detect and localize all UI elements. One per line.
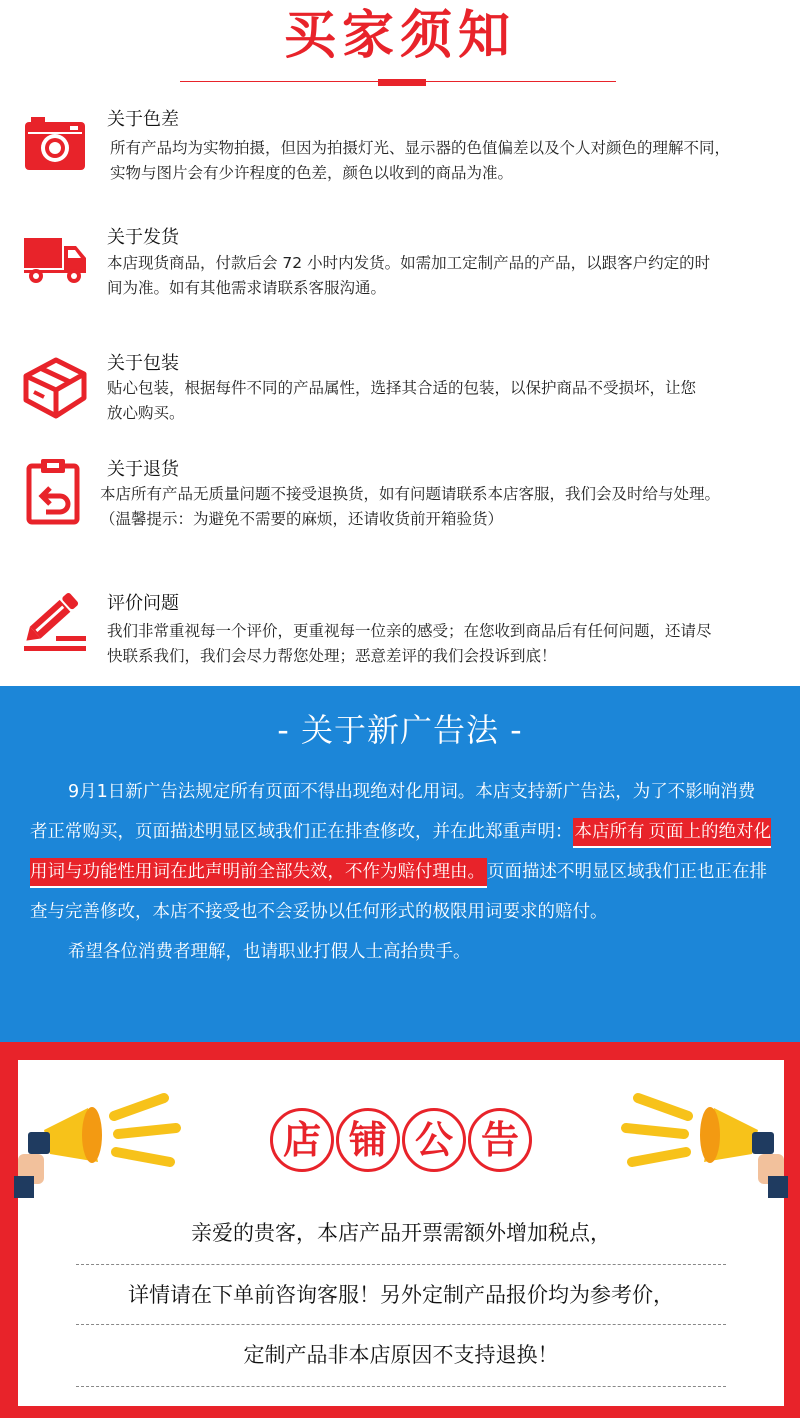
ad-law-title: - 关于新广告法 - <box>277 711 523 749</box>
ad-law-section <box>0 686 800 1042</box>
notice-returns <box>0 456 800 546</box>
announcement-line: 定制产品非本店原因不支持退换！ <box>243 1343 559 1367</box>
notice-reviews <box>0 592 800 682</box>
notice-text: 我们非常重视每一个评价，更重视每一位亲的感受；在您收到商品后有任何问题，还请尽 快联系我们，我们会尽力帮您处理；恶意差评的我们会投诉到底！ <box>107 622 712 665</box>
announcement-title-char: 告 <box>468 1108 532 1172</box>
notice-title: 关于包装 <box>107 353 179 374</box>
notice-title: 关于退货 <box>107 459 179 480</box>
notice-color-difference <box>0 106 800 196</box>
notice-text: 贴心包装，根据每件不同的产品属性，选择其合适的包装，以保护商品不受损坏，让您 放心购买。 <box>107 379 697 422</box>
notice-text: 所有产品均为实物拍摄，但因为拍摄灯光、显示器的色值偏差以及个人对颜色的理解不同， 实物与图片会有少许程度的色差，颜色以收到的商品为准。 <box>110 139 731 182</box>
camera-icon <box>22 112 88 178</box>
announcement-divider <box>76 1386 726 1387</box>
ad-law-paragraph: 希望各位消费者理解，也请职业打假人士高抬贵手。 <box>68 942 471 962</box>
ad-law-highlight: 页面上的绝对化用词与功能性用词在此声明前全部失效，不作为赔付理由。 <box>30 818 771 888</box>
announcement-card <box>18 1060 784 1406</box>
notice-packaging <box>0 350 800 440</box>
announcement-divider <box>76 1264 726 1265</box>
announcement-line: 亲爱的贵客，本店产品开票需额外增加税点， <box>191 1221 611 1245</box>
notice-text: 本店现货商品，付款后会 72 小时内发货。如需加工定制产品的产品，以跟客户约定的时 间为准。如有其他需求请联系客服沟通。 <box>107 254 711 297</box>
announcement-title <box>18 1108 784 1178</box>
announcement-title-char: 铺 <box>336 1108 400 1172</box>
shop-announcement <box>0 1042 800 1418</box>
ad-law-paragraph: 9月1日新广告法规定所有页面不得出现绝对化用词。本店支持新广告法，为了不影响消费者正常购买，页面描述明显区域我们正在排查修改，并在此郑重声明： 本店所有 页面上的绝对化用词与功能性用词在此声明前全部失效，不作为赔付理由。 页面描述不明显区域我们正也正在排查与完善修改，本店不接受也不会妥协以任何形式的极限用词要求的赔付。 <box>30 782 771 922</box>
package-icon <box>22 352 88 418</box>
truck-icon <box>22 232 88 298</box>
notice-text: 本店所有产品无质量问题不接受退换货，如有问题请联系本店客服，我们会及时给与处理。 （温馨提示：为避免不需要的麻烦，还请收货前开箱验货） <box>100 485 721 528</box>
notice-title: 关于色差 <box>107 109 179 130</box>
notice-title: 评价问题 <box>107 593 179 614</box>
announcement-title-char: 店 <box>270 1108 334 1172</box>
ad-law-highlight: 本店所有 <box>573 818 647 848</box>
page-header <box>0 0 800 95</box>
announcement-title-char: 公 <box>402 1108 466 1172</box>
notice-shipping <box>0 224 800 314</box>
header-accent-bar <box>378 79 426 86</box>
pencil-icon <box>20 592 86 658</box>
return-clipboard-icon <box>24 456 90 522</box>
ad-law-body <box>30 772 772 972</box>
announcement-divider <box>76 1324 726 1325</box>
page-title: 买家须知 <box>283 6 516 66</box>
announcement-line: 详情请在下单前咨询客服！另外定制产品报价均为参考价， <box>128 1283 674 1307</box>
notice-title: 关于发货 <box>107 227 179 248</box>
